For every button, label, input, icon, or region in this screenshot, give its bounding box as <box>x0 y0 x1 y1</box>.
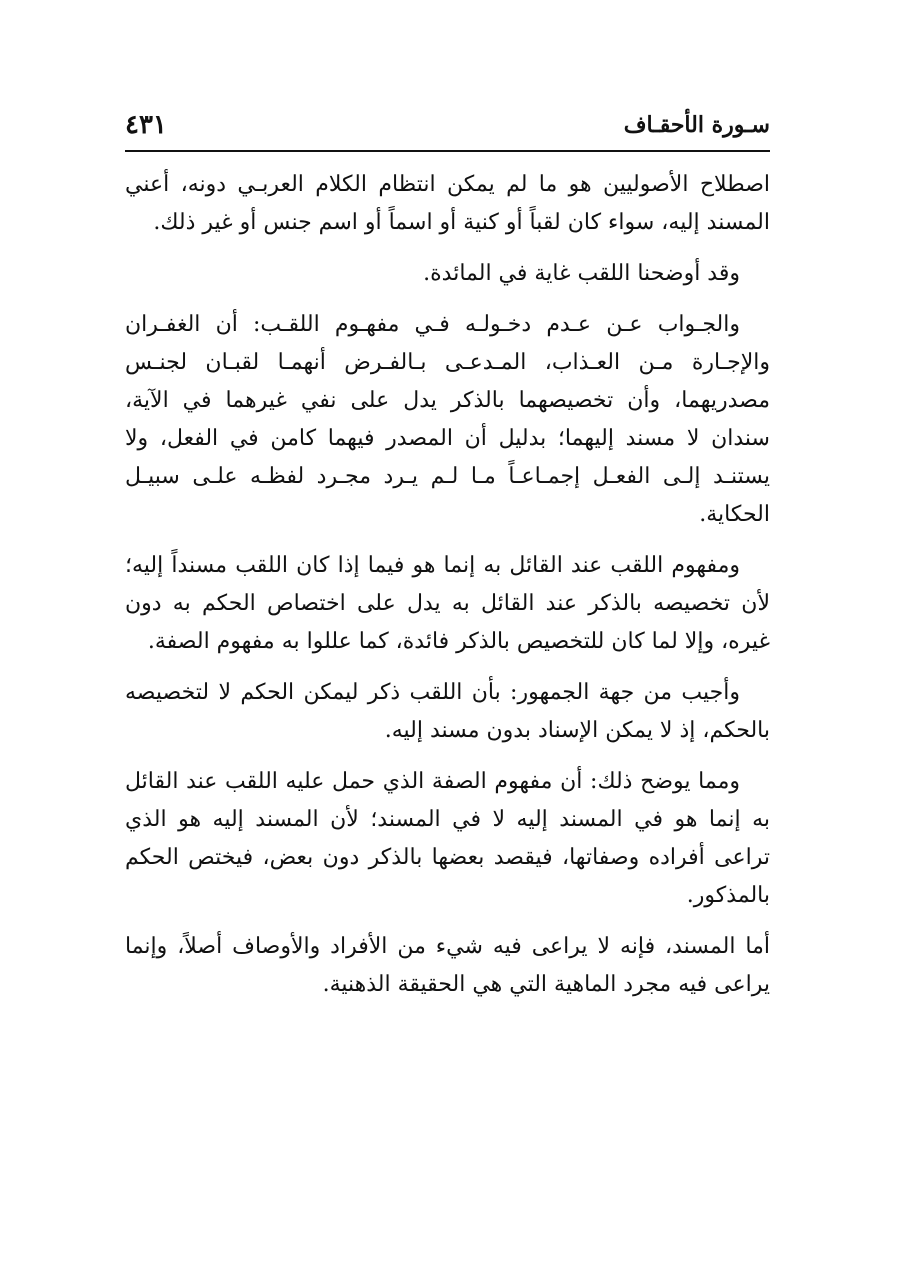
paragraph: وقد أوضحنا اللقب غاية في المائدة. <box>423 261 740 286</box>
page-number: ٤٣١ <box>125 110 167 140</box>
page-header <box>125 108 770 148</box>
paragraph: اصطلاح الأصوليين هو ما لم يمكن انتظام الكلام العربـي دونه، أعني المسند إليه، سواء كان لقباً أو كنية أو اسماً أو اسم جنس أو غير ذلك. <box>125 172 770 235</box>
paragraph: والجـواب عـن عـدم دخـولـه فـي مفهـوم اللقـب: أن الغفـران والإجـارة مـن العـذاب، المـدعـى بـالفـرض أنهمـا لقبـان لجنـس مصدريهما، وأن تخصيصهما بالذكر يدل على نفي غيرهما في الآية، سندان لا مسند إليهما؛ بدليل أن المصدر فيهما كامن في الفعل، ولا يستنـد إلـى الفعـل إجمـاعـاً مـا لـم يـرد مجـرد لفظـه علـى سبيـل الحكاية. <box>125 312 770 527</box>
header-divider <box>125 150 770 152</box>
body-text <box>125 166 770 1017</box>
paragraph: وأجيب من جهة الجمهور: بأن اللقب ذكر ليمكن الحكم لا لتخصيصه بالحكم، إذ لا يمكن الإسناد بدون مسند إليه. <box>125 680 770 743</box>
paragraph: ومفهوم اللقب عند القائل به إنما هو فيما إذا كان اللقب مسنداً إليه؛ لأن تخصيصه بالذكر عند القائل به يدل على اختصاص الحكم به دون غيره، وإلا لما كان للتخصيص بالذكر فائدة، كما عللوا به مفهوم الصفة. <box>125 553 770 654</box>
paragraph: أما المسند، فإنه لا يراعى فيه شيء من الأفراد والأوصاف أصلاً، وإنما يراعى فيه مجرد الماهية التي هي الحقيقة الذهنية. <box>125 934 770 997</box>
surah-title: سـورة الأحقـاف <box>623 112 770 138</box>
paragraph: ومما يوضح ذلك: أن مفهوم الصفة الذي حمل عليه اللقب عند القائل به إنما هو في المسند إليه لا في المسند؛ لأن المسند إليه هو الذي تراعى أفراده وصفاتها، فيقصد بعضها بالذكر دون بعض، فيختص الحكم بالمذكور. <box>125 769 771 908</box>
